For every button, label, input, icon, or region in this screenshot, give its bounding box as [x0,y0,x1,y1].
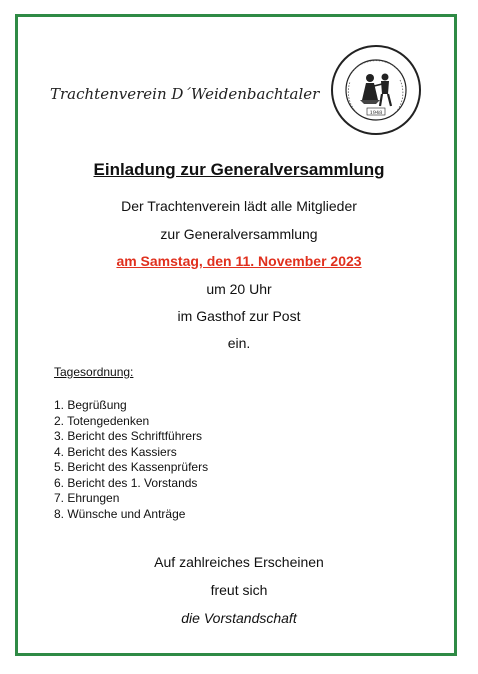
invitation-title: Einladung zur Generalversammlung [93,160,385,179]
club-name: Trachtenverein D´Weidenbachtaler [50,85,320,103]
closing-signature: die Vorstandschaft [181,610,297,626]
invitation-end-word: ein. [227,335,251,351]
agenda-item: 5. Bericht des Kassenprüfers [54,460,209,474]
agenda-item: 7. Ehrungen [54,491,120,505]
closing-line-attendance: Auf zahlreiches Erscheinen [154,554,324,570]
agenda-item: 8. Wünsche und Anträge [54,506,186,521]
closing-line-pleased: freut sich [210,582,268,598]
invitation-date: am Samstag, den 11. November 2023 [116,253,362,269]
invitation-line-members: Der Trachtenverein lädt alle Mitglieder [121,198,357,214]
agenda-list [54,398,208,522]
invitation-time: um 20 Uhr [206,281,272,297]
agenda-item: 4. Bericht des Kassiers [54,444,177,459]
invitation-date-container [0,253,478,269]
agenda-heading: Tagesordnung: [54,365,134,379]
agenda-item: 6. Bericht des 1. Vorstands [54,475,198,490]
svg-text:1948: 1948 [369,110,383,116]
club-seal-logo [330,44,422,136]
agenda-item: 3. Bericht des Schriftführers [54,429,203,443]
invitation-line-assembly: zur Generalversammlung [160,226,318,242]
agenda-item: 2. Totengedenken [54,413,150,428]
invitation-place: im Gasthof zur Post [177,308,301,324]
agenda-item: 1. Begrüßung [54,398,127,412]
